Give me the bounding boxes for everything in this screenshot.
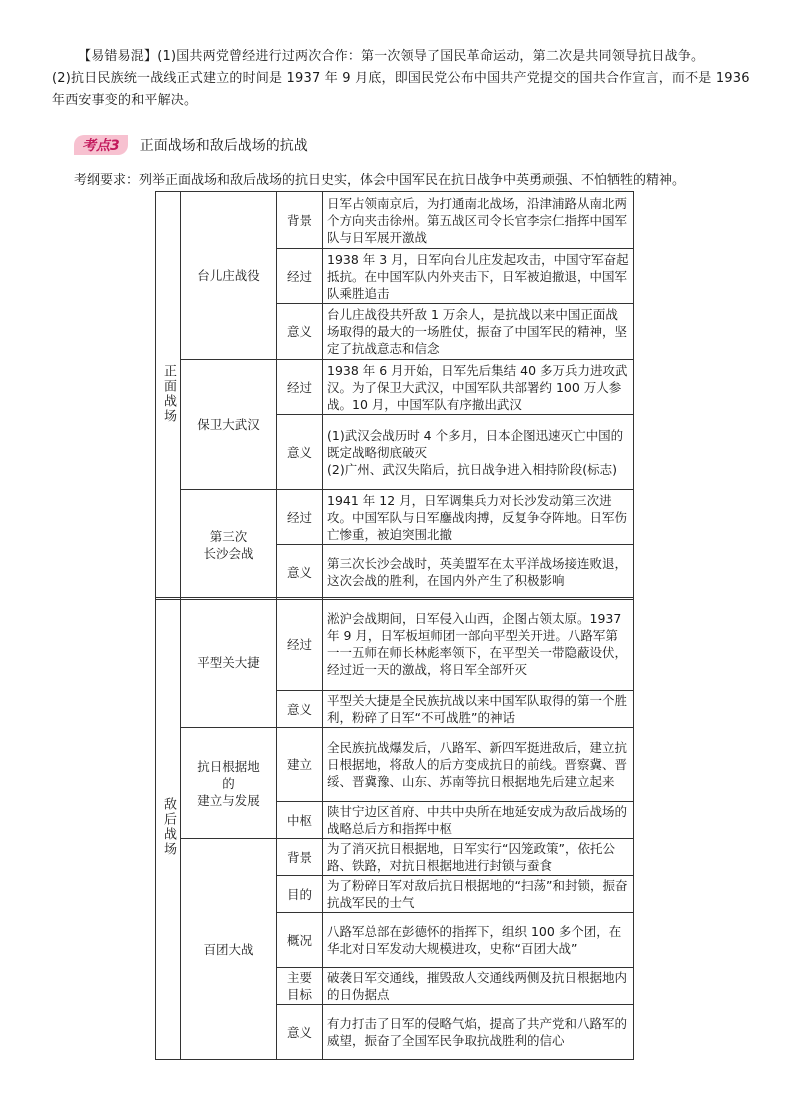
cell-content: 淞沪会战期间，日军侵入山西，企图占领太原。1937 年 9 月，日军板垣师团一部向平型关开进。八路军第一一五师在师长林彪率领下，在平型关一带隐蔽设伏，经过近一天的激战，将日军全部歼灭 <box>323 598 634 691</box>
front-battlefield-label: 正面战场 <box>156 192 181 600</box>
table-row <box>156 360 634 415</box>
battle-wuhan: 保卫大武汉 <box>181 360 277 490</box>
cell-content: 有力打击了日军的侵略气焰，提高了共产党和八路军的威望，振奋了全国军民争取抗战胜利的信心 <box>323 1005 634 1060</box>
battle-pingxingguan: 平型关大捷 <box>181 598 277 728</box>
rear-battlefield-label: 敌后战场 <box>156 598 181 1060</box>
cell-content: 第三次长沙会战时，英美盟军在太平洋战场接连败退，这次会战的胜利，在国内外产生了积极影响 <box>323 545 634 600</box>
note-line-1: 【易错易混】(1)国共两党曾经进行过两次合作：第一次领导了国民革命运动，第二次是共同领导抗日战争。 <box>78 49 705 64</box>
battle-changsha: 第三次 长沙会战 <box>181 490 277 600</box>
aspect-label: 背景 <box>277 192 323 249</box>
exam-point-badge: 考点3 <box>74 135 128 155</box>
battle-taierzhuang: 台儿庄战役 <box>181 192 277 360</box>
note-line-2: (2)抗日民族统一战线正式建立的时间是 1937 年 9 月底，即国民党公布中国共产党提交的国共合作宣言，而不是 1936 年西安事变的和平解决。 <box>52 71 750 108</box>
aspect-label: 经过 <box>277 249 323 304</box>
rear-battlefields-table <box>155 597 634 1060</box>
table-row <box>156 598 634 691</box>
cell-content: 日军占领南京后，为打通南北战场，沿津浦路从南北两个方向夹击徐州。第五战区司令长官李宗仁指挥中国军队与日军展开激战 <box>323 192 634 249</box>
aspect-label: 意义 <box>277 304 323 360</box>
cell-content: 1941 年 12 月，日军调集兵力对长沙发动第三次进攻。中国军队与日军鏖战肉搏，反复争夺阵地。日军伤亡惨重，被迫突围北撤 <box>323 490 634 545</box>
battle-hundred-regiments: 百团大战 <box>181 839 277 1060</box>
exam-point-title: 正面战场和敌后战场的抗战 <box>139 138 308 154</box>
aspect-label: 中枢 <box>277 802 323 839</box>
aspect-label: 经过 <box>277 360 323 415</box>
syllabus-requirement: 考纲要求：列举正面战场和敌后战场的抗日史实，体会中国军民在抗日战争中英勇顽强、不怕牺牲的精神。 <box>74 173 686 188</box>
cell-content: 全民族抗战爆发后，八路军、新四军挺进敌后，建立抗日根据地，将敌人的后方变成抗日的前线。晋察冀、晋绥、晋冀豫、山东、苏南等抗日根据地先后建立起来 <box>323 728 634 802</box>
aspect-label: 建立 <box>277 728 323 802</box>
cell-content: 1938 年 6 月开始，日军先后集结 40 多万兵力进攻武汉。为了保卫大武汉，中国军队共部署约 100 万人参战。10 月，中国军队有序撤出武汉 <box>323 360 634 415</box>
cell-content: 破袭日军交通线，摧毁敌人交通线两侧及抗日根据地内的日伪据点 <box>323 968 634 1005</box>
cell-content: 平型关大捷是全民族抗战以来中国军队取得的第一个胜利，粉碎了日军“不可战胜”的神话 <box>323 691 634 728</box>
aspect-label: 主要 目标 <box>277 968 323 1005</box>
aspect-label: 背景 <box>277 839 323 876</box>
aspect-label: 经过 <box>277 598 323 691</box>
cell-content: 八路军总部在彭德怀的指挥下，组织 100 多个团，在华北对日军发动大规模进攻，史称“百团大战” <box>323 913 634 968</box>
aspect-label: 意义 <box>277 691 323 728</box>
aspect-label: 意义 <box>277 545 323 600</box>
battlefields-table <box>155 191 634 600</box>
cell-content: 台儿庄战役共歼敌 1 万余人，是抗战以来中国正面战场取得的最大的一场胜仗，振奋了中国军民的精神，坚定了抗战意志和信念 <box>323 304 634 360</box>
note-tag: 【易错易混】 <box>78 49 158 64</box>
base-areas: 抗日根据地 的 建立与发展 <box>181 728 277 839</box>
table-row <box>156 728 634 802</box>
cell-content: 为了消灭抗日根据地，日军实行“囚笼政策”，依托公路、铁路，对抗日根据地进行封锁与蚕食 <box>323 839 634 876</box>
table-row <box>156 490 634 545</box>
aspect-label: 目的 <box>277 876 323 913</box>
aspect-label: 意义 <box>277 415 323 490</box>
cell-content: (1)武汉会战历时 4 个多月，日本企图迅速灭亡中国的既定战略彻底破灭 (2)广州、武汉失陷后，抗日战争进入相持阶段(标志) <box>323 415 634 490</box>
aspect-label: 概况 <box>277 913 323 968</box>
table-row <box>156 192 634 249</box>
table-row <box>156 839 634 876</box>
aspect-label: 经过 <box>277 490 323 545</box>
aspect-label: 意义 <box>277 1005 323 1060</box>
cell-content: 为了粉碎日军对敌后抗日根据地的“扫荡”和封锁，振奋抗战军民的士气 <box>323 876 634 913</box>
error-prone-note <box>52 46 752 112</box>
cell-content: 1938 年 3 月，日军向台儿庄发起攻击，中国守军奋起抵抗。在中国军队内外夹击下，日军被迫撤退，中国军队乘胜追击 <box>323 249 634 304</box>
exam-point-header <box>74 134 308 156</box>
cell-content: 陕甘宁边区首府、中共中央所在地延安成为敌后战场的战略总后方和指挥中枢 <box>323 802 634 839</box>
